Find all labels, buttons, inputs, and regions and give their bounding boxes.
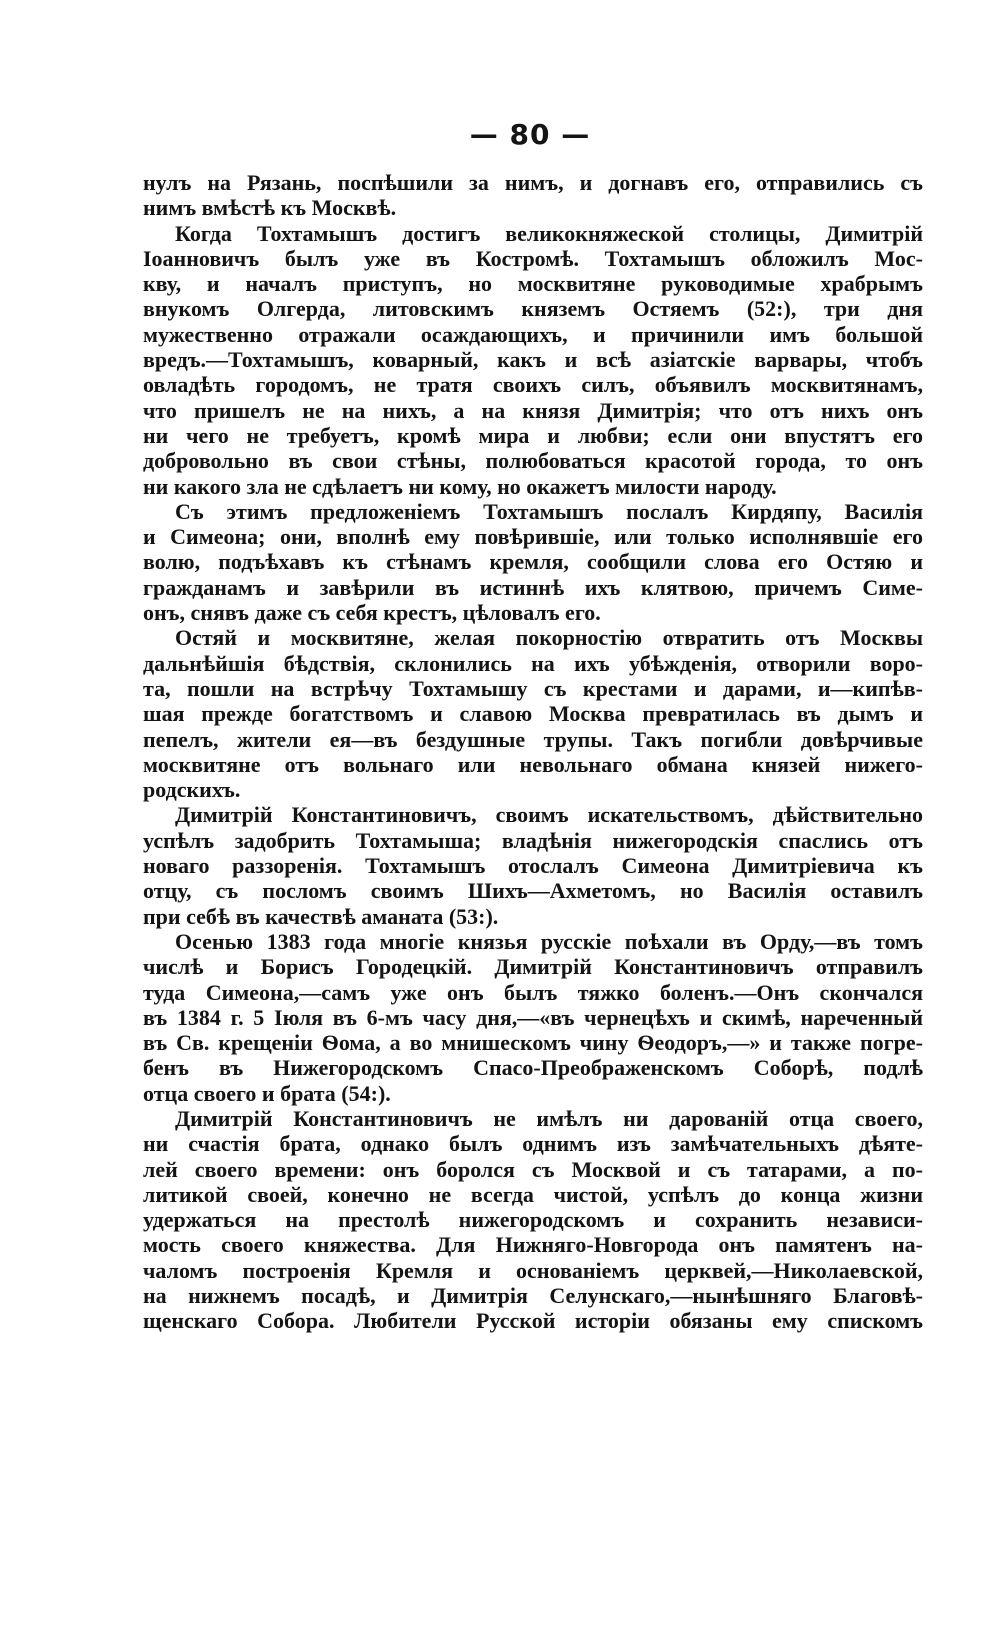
text-line: числѣ и Борисъ Городецкій. Димитрій Константиновичъ отправилъ [143,954,923,980]
text-line: вредъ.—Тохтамышъ, коварный, какъ и всѣ азіатскіе варвары, чтобъ [143,347,923,373]
text-line: родскихъ. [143,777,241,803]
text-line: мость своего княжества. Для Нижняго-Новгорода онъ памятенъ на- [143,1232,923,1258]
text-line: Когда Тохтамышъ достигъ великокняжеской столицы, Димитрій [175,220,923,246]
text-line: внукомъ Олгерда, литовскимъ княземъ Остяемъ (52:), три дня [143,296,923,322]
text-line: кву, и началъ приступъ, но москвитяне руководимые храбрымъ [143,271,923,297]
text-line: добровольно въ свои стѣны, полюбоваться красотой города, то онъ [143,448,923,474]
text-line: чаломъ построенія Кремля и основаніемъ церквей,—Николаевской, [143,1257,923,1283]
text-line: гражданамъ и завѣрили въ истиннѣ ихъ клятвою, причемъ Симе- [143,574,923,600]
text-line: щенскаго Собора. Любители Русской исторіи обязаны ему спискомъ [143,1308,923,1334]
text-line: овладѣть городомъ, не тратя своихъ силъ, объявилъ москвитянамъ, [143,372,923,398]
text-line: ни счастія брата, однако былъ однимъ изъ замѣчательныхъ дѣяте- [143,1131,923,1157]
text-line: Остяй и москвитяне, желая покорностію отвратить отъ Москвы [175,625,923,651]
text-line: мужественно отражали осаждающихъ, и причинили имъ большой [143,321,923,347]
text-line: туда Симеона,—самъ уже онъ былъ тяжко боленъ.—Онъ скончался [143,979,923,1005]
text-line: шая прежде богатствомъ и славою Москва превратилась въ дымъ и [143,701,923,727]
text-line: онъ, снявъ даже съ себя крестъ, цѣловалъ его. [143,600,601,626]
text-line: Съ этимъ предложеніемъ Тохтамышъ послалъ Кирдяпу, Василія [175,498,923,524]
text-line: на нижнемъ посадѣ, и Димитрія Селунскаго,—нынѣшняго Благовѣ- [143,1283,923,1309]
text-line: Осенью 1383 года многіе князья русскіе поѣхали въ Орду,—въ томъ [175,928,923,954]
text-line: успѣлъ задобрить Тохтамыша; владѣнія нижегородскія спаслись отъ [143,827,923,853]
text-line: нулъ на Рязань, поспѣшили за нимъ, и догнавъ его, отправились съ [143,170,923,195]
body-text [143,170,923,1334]
text-line: Димитрій Константиновичъ не имѣлъ ни дарованій отца своего, [175,1105,923,1131]
text-line: москвитяне отъ вольнаго или невольнаго обмана князей нижего- [143,751,923,777]
text-line: въ Св. крещеніи Ѳома, а во мнишескомъ чину Ѳеодоръ,—» и также погре- [143,1030,923,1056]
text-line: въ 1384 г. 5 Іюля въ 6-мъ часу дня,—«въ чернецѣхъ и скимѣ, нареченный [143,1004,923,1030]
text-line: при себѣ въ качествѣ аманата (53:). [143,903,499,929]
text-line: бенъ въ Нижегородскомъ Спасо-Преображенскомъ Соборѣ, подлѣ [143,1055,923,1081]
text-line: ни какого зла не сдѣлаетъ ни кому, но окажетъ милости народу. [143,473,777,499]
text-line: литикой своей, конечно не всегда чистой, успѣлъ до конца жизни [143,1181,923,1207]
text-line: Димитрій Константиновичъ, своимъ искательствомъ, дѣйствительно [175,802,923,828]
text-line: та, пошли на встрѣчу Тохтамышу съ крестами и дарами, и—кипѣв- [143,675,923,701]
text-line: ни чего не требуетъ, кромѣ мира и любви; если они впустятъ его [143,422,923,448]
text-line: отца своего и брата (54:). [143,1080,391,1106]
text-line: Іоанновичъ былъ уже въ Костромѣ. Тохтамышъ обложилъ Мос- [143,245,923,271]
text-line: нимъ вмѣстѣ къ Москвѣ. [143,195,397,221]
text-line: удержаться на престолѣ нижегородскомъ и сохранить независи- [143,1207,923,1233]
page-number: — 80 — [469,118,591,151]
text-line: лей своего времени: онъ боролся съ Москвой и съ татарами, а по- [143,1156,923,1182]
text-line: и Симеона; они, вполнѣ ему повѣрившіе, или только исполнявшіе его [143,524,923,550]
text-line: отцу, съ посломъ своимъ Шихъ—Ахметомъ, но Василія оставилъ [143,878,923,904]
text-line: новаго раззоренія. Тохтамышъ отослалъ Симеона Димитріевича къ [143,853,923,879]
text-line: что пришелъ не на нихъ, а на князя Димитрія; что отъ нихъ онъ [143,397,923,423]
text-line: дальнѣйшія бѣдствія, склонились на ихъ убѣжденія, отворили воро- [143,650,923,676]
text-line: волю, подъѣхавъ къ стѣнамъ кремля, сообщили слова его Остяю и [143,549,923,575]
text-line: пепелъ, жители ея—въ бездушные трупы. Такъ погибли довѣрчивые [143,726,923,752]
